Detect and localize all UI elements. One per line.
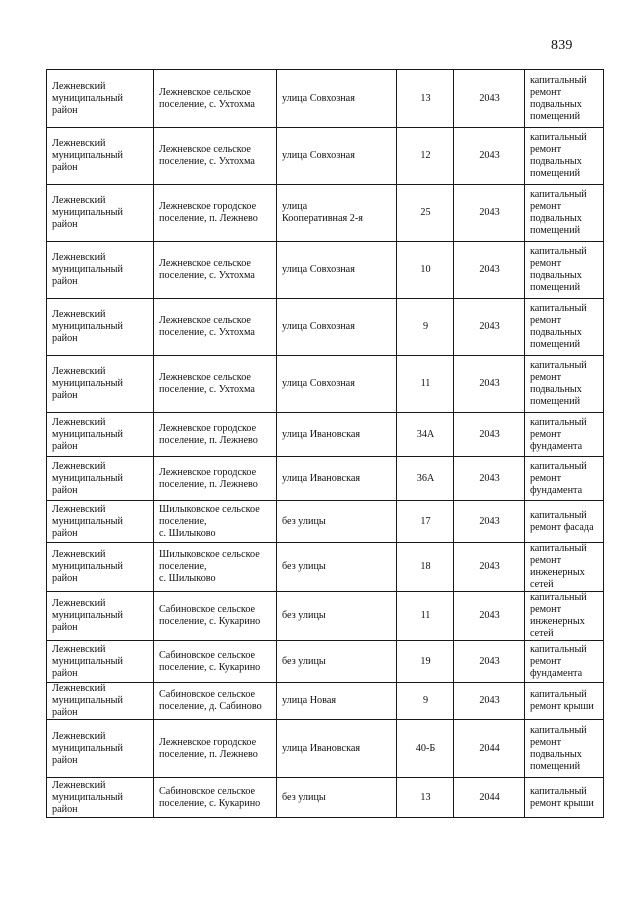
settlement-cell <box>154 501 277 543</box>
street-cell-line: улица Ивановская <box>282 428 361 440</box>
work-type-cell-line: помещений <box>530 225 581 236</box>
district-cell-line: район <box>52 276 78 287</box>
year-cell: 2043 <box>454 683 525 720</box>
table-row <box>47 501 604 543</box>
district-cell-line: район <box>52 219 78 230</box>
district-cell <box>47 592 154 641</box>
table-row <box>47 128 604 185</box>
district-cell-line: муниципальный <box>52 515 123 527</box>
district-cell <box>47 778 154 818</box>
settlement-cell-line: поселение, п. Лежнево <box>159 478 258 490</box>
settlement-cell-line: Шилыковское сельское <box>159 503 260 515</box>
district-cell-line: Лежневский <box>52 416 106 428</box>
house-number-cell: 9 <box>397 299 454 356</box>
table-row <box>47 778 604 818</box>
district-cell-line: муниципальный <box>52 378 123 389</box>
work-type-cell-line: ремонт <box>530 201 562 212</box>
district-cell-line: район <box>52 803 78 815</box>
work-type-cell-line: ремонт фасада <box>530 521 594 533</box>
house-number-cell: 13 <box>397 70 454 128</box>
table-row <box>47 356 604 413</box>
district-cell-line: Лежневский <box>52 549 106 560</box>
settlement-cell <box>154 457 277 501</box>
street-cell-line: без улицы <box>282 561 326 572</box>
work-type-cell <box>525 356 604 413</box>
street-cell <box>277 457 397 501</box>
work-type-cell-line: помещений <box>530 760 581 772</box>
street-cell <box>277 592 397 641</box>
house-number-cell: 19 <box>397 641 454 683</box>
settlement-cell-line: поселение, с. Ухтохма <box>159 156 255 167</box>
district-cell-line: Лежневский <box>52 779 106 791</box>
work-type-cell-line: капитальный <box>530 785 587 797</box>
district-cell <box>47 720 154 778</box>
district-cell-line: Лежневский <box>52 252 106 263</box>
district-cell <box>47 356 154 413</box>
year-cell: 2043 <box>454 70 525 128</box>
district-cell-line: Лежневский <box>52 80 106 92</box>
settlement-cell-line: поселение, с. Ухтохма <box>159 327 255 338</box>
work-type-cell-line: помещений <box>530 396 581 407</box>
district-cell-line: район <box>52 104 78 116</box>
work-type-cell-line: капитальный <box>530 189 587 200</box>
district-cell-line: муниципальный <box>52 610 123 621</box>
year-cell: 2043 <box>454 299 525 356</box>
street-cell <box>277 185 397 242</box>
settlement-cell <box>154 778 277 818</box>
work-type-cell-line: подвальных <box>530 748 582 760</box>
district-cell-line: район <box>52 754 78 766</box>
settlement-cell <box>154 299 277 356</box>
settlement-cell-line: Лежневское городское <box>159 201 257 212</box>
settlement-cell-line: Шилыковское сельское <box>159 549 260 560</box>
settlement-cell <box>154 185 277 242</box>
settlement-cell-line: Лежневское сельское <box>159 372 251 383</box>
work-type-cell <box>525 457 604 501</box>
work-type-cell <box>525 543 604 592</box>
settlement-cell-line: Лежневское городское <box>159 736 257 748</box>
district-cell-line: муниципальный <box>52 472 123 484</box>
settlement-cell <box>154 543 277 592</box>
house-number-cell: 10 <box>397 242 454 299</box>
table-row <box>47 299 604 356</box>
district-cell-line: Лежневский <box>52 730 106 742</box>
district-cell-line: муниципальный <box>52 264 123 275</box>
settlement-cell-line: поселение, с. Кукарино <box>159 616 261 627</box>
district-cell-line: район <box>52 573 78 584</box>
year-cell: 2043 <box>454 242 525 299</box>
district-cell-line: Лежневский <box>52 309 106 320</box>
work-type-cell <box>525 641 604 683</box>
year-cell: 2043 <box>454 413 525 457</box>
work-type-cell-line: капитальный <box>530 724 587 736</box>
table-row <box>47 70 604 128</box>
repair-schedule-table <box>46 69 604 818</box>
district-cell-line: Лежневский <box>52 598 106 609</box>
district-cell-line: Лежневский <box>52 460 106 472</box>
settlement-cell <box>154 683 277 720</box>
table-row <box>47 592 604 641</box>
house-number-cell: 18 <box>397 543 454 592</box>
work-type-cell-line: фундамента <box>530 484 583 496</box>
work-type-cell-line: помещений <box>530 168 581 179</box>
work-type-cell-line: ремонт <box>530 372 562 383</box>
settlement-cell-line: Лежневское городское <box>159 422 257 434</box>
district-cell-line: муниципальный <box>52 561 123 572</box>
settlement-cell-line: поселение, с. Ухтохма <box>159 270 255 281</box>
settlement-cell <box>154 356 277 413</box>
street-cell-line: улица Совхозная <box>282 321 355 332</box>
work-type-cell <box>525 683 604 720</box>
settlement-cell-line: Сабиновское сельское <box>159 689 256 700</box>
table-row <box>47 242 604 299</box>
work-type-cell-line: фундамента <box>530 440 583 452</box>
table-row <box>47 543 604 592</box>
settlement-cell <box>154 70 277 128</box>
settlement-cell-line: поселение, п. Лежнево <box>159 213 258 224</box>
work-type-cell-line: капитальный <box>530 460 587 472</box>
work-type-cell-line: помещений <box>530 282 581 293</box>
table-row <box>47 457 604 501</box>
work-type-cell-line: фундамента <box>530 667 583 679</box>
district-cell-line: район <box>52 390 78 401</box>
settlement-cell-line: поселение, с. Ухтохма <box>159 98 255 110</box>
work-type-cell-line: ремонт <box>530 428 562 440</box>
work-type-cell <box>525 128 604 185</box>
work-type-cell-line: подвальных <box>530 384 582 395</box>
year-cell: 2043 <box>454 641 525 683</box>
work-type-cell-line: капитальный <box>530 74 587 86</box>
house-number-cell: 34А <box>397 413 454 457</box>
street-cell-line: улица Новая <box>282 695 337 706</box>
table-row <box>47 185 604 242</box>
district-cell-line: муниципальный <box>52 695 123 706</box>
house-number-cell: 9 <box>397 683 454 720</box>
work-type-cell-line: подвальных <box>530 270 582 281</box>
district-cell-line: муниципальный <box>52 207 123 218</box>
work-type-cell-line: инженерных <box>530 567 585 578</box>
district-cell-line: муниципальный <box>52 742 123 754</box>
street-cell-line: улица Совхозная <box>282 378 355 389</box>
district-cell <box>47 413 154 457</box>
work-type-cell <box>525 185 604 242</box>
settlement-cell-line: Лежневское сельское <box>159 315 251 326</box>
work-type-cell-line: ремонт <box>530 144 562 155</box>
work-type-cell <box>525 70 604 128</box>
work-type-cell <box>525 501 604 543</box>
street-cell-line: улица Совхозная <box>282 264 355 275</box>
settlement-cell-line: поселение, с. Кукарино <box>159 661 261 673</box>
work-type-cell-line: капитальный <box>530 416 587 428</box>
settlement-cell <box>154 720 277 778</box>
work-type-cell-line: капитальный <box>530 132 587 143</box>
table-row <box>47 641 604 683</box>
house-number-cell: 36А <box>397 457 454 501</box>
settlement-cell-line: поселение, д. Сабиново <box>159 701 262 712</box>
settlement-cell <box>154 413 277 457</box>
street-cell-line: улица Ивановская <box>282 742 361 754</box>
settlement-cell-line: поселение, <box>159 561 207 572</box>
district-cell-line: район <box>52 333 78 344</box>
work-type-cell <box>525 778 604 818</box>
work-type-cell-line: капитальный <box>530 246 587 257</box>
settlement-cell <box>154 641 277 683</box>
settlement-cell <box>154 128 277 185</box>
district-cell-line: Лежневский <box>52 643 106 655</box>
street-cell-line: улица Ивановская <box>282 472 361 484</box>
district-cell <box>47 501 154 543</box>
settlement-cell-line: с. Шилыково <box>159 527 216 539</box>
work-type-cell-line: капитальный <box>530 509 587 521</box>
street-cell-line: Кооперативная 2-я <box>282 213 363 224</box>
house-number-cell: 11 <box>397 356 454 413</box>
year-cell: 2043 <box>454 185 525 242</box>
settlement-cell-line: Сабиновское сельское <box>159 604 256 615</box>
work-type-cell-line: ремонт <box>530 736 562 748</box>
work-type-cell-line: инженерных <box>530 616 585 627</box>
work-type-cell-line: сетей <box>530 628 554 639</box>
street-cell <box>277 683 397 720</box>
street-cell <box>277 501 397 543</box>
settlement-cell-line: с. Шилыково <box>159 573 216 584</box>
table-row <box>47 683 604 720</box>
district-cell-line: район <box>52 440 78 452</box>
settlement-cell <box>154 242 277 299</box>
house-number-cell: 17 <box>397 501 454 543</box>
work-type-cell <box>525 242 604 299</box>
district-cell-line: район <box>52 527 78 539</box>
district-cell-line: Лежневский <box>52 683 106 694</box>
work-type-cell-line: подвальных <box>530 213 582 224</box>
street-cell <box>277 778 397 818</box>
street-cell <box>277 543 397 592</box>
settlement-cell-line: поселение, с. Ухтохма <box>159 384 255 395</box>
work-type-cell-line: капитальный <box>530 303 587 314</box>
house-number-cell: 11 <box>397 592 454 641</box>
work-type-cell-line: подвальных <box>530 98 582 110</box>
street-cell <box>277 413 397 457</box>
work-type-cell-line: капитальный <box>530 360 587 371</box>
house-number-cell: 13 <box>397 778 454 818</box>
year-cell: 2043 <box>454 457 525 501</box>
settlement-cell <box>154 592 277 641</box>
work-type-cell-line: ремонт <box>530 258 562 269</box>
street-cell-line: без улицы <box>282 791 326 803</box>
table-body <box>47 70 604 818</box>
table-row <box>47 720 604 778</box>
work-type-cell-line: капитальный <box>530 643 587 655</box>
year-cell: 2043 <box>454 592 525 641</box>
district-cell-line: район <box>52 622 78 633</box>
year-cell: 2044 <box>454 720 525 778</box>
district-cell <box>47 457 154 501</box>
year-cell: 2043 <box>454 356 525 413</box>
work-type-cell-line: ремонт <box>530 555 562 566</box>
work-type-cell-line: ремонт <box>530 315 562 326</box>
work-type-cell <box>525 720 604 778</box>
district-cell-line: Лежневский <box>52 503 106 515</box>
work-type-cell-line: ремонт крыши <box>530 797 594 809</box>
house-number-cell: 40-Б <box>397 720 454 778</box>
work-type-cell-line: ремонт <box>530 86 562 98</box>
settlement-cell-line: Лежневское сельское <box>159 258 251 269</box>
work-type-cell <box>525 592 604 641</box>
district-cell <box>47 242 154 299</box>
settlement-cell-line: Сабиновское сельское <box>159 649 256 661</box>
street-cell <box>277 70 397 128</box>
year-cell: 2043 <box>454 543 525 592</box>
district-cell-line: район <box>52 707 78 718</box>
house-number-cell: 12 <box>397 128 454 185</box>
street-cell <box>277 356 397 413</box>
work-type-cell-line: ремонт <box>530 655 562 667</box>
street-cell-line: улица Совхозная <box>282 150 355 161</box>
work-type-cell <box>525 413 604 457</box>
street-cell-line: улица Совхозная <box>282 92 355 104</box>
district-cell <box>47 641 154 683</box>
district-cell-line: муниципальный <box>52 791 123 803</box>
work-type-cell-line: ремонт крыши <box>530 701 594 712</box>
street-cell <box>277 299 397 356</box>
street-cell-line: без улицы <box>282 610 326 621</box>
street-cell-line: улица <box>282 201 308 212</box>
table-row <box>47 413 604 457</box>
district-cell-line: муниципальный <box>52 150 123 161</box>
district-cell-line: район <box>52 162 78 173</box>
district-cell-line: район <box>52 484 78 496</box>
settlement-cell-line: поселение, <box>159 515 207 527</box>
district-cell-line: район <box>52 667 78 679</box>
district-cell <box>47 543 154 592</box>
work-type-cell-line: капитальный <box>530 592 587 603</box>
work-type-cell-line: помещений <box>530 110 581 122</box>
page-number: 839 <box>551 38 573 53</box>
work-type-cell-line: подвальных <box>530 156 582 167</box>
work-type-cell-line: подвальных <box>530 327 582 338</box>
settlement-cell-line: Лежневское сельское <box>159 86 251 98</box>
work-type-cell-line: ремонт <box>530 472 562 484</box>
work-type-cell-line: помещений <box>530 339 581 350</box>
work-type-cell-line: сетей <box>530 579 554 590</box>
settlement-cell-line: поселение, п. Лежнево <box>159 434 258 446</box>
district-cell <box>47 299 154 356</box>
settlement-cell-line: поселение, с. Кукарино <box>159 797 261 809</box>
settlement-cell-line: Лежневское городское <box>159 466 257 478</box>
house-number-cell: 25 <box>397 185 454 242</box>
district-cell-line: муниципальный <box>52 655 123 667</box>
district-cell-line: муниципальный <box>52 92 123 104</box>
street-cell <box>277 242 397 299</box>
district-cell <box>47 70 154 128</box>
street-cell <box>277 641 397 683</box>
settlement-cell-line: Лежневское сельское <box>159 144 251 155</box>
work-type-cell-line: ремонт <box>530 604 562 615</box>
year-cell: 2043 <box>454 501 525 543</box>
district-cell-line: муниципальный <box>52 321 123 332</box>
work-type-cell <box>525 299 604 356</box>
street-cell-line: без улицы <box>282 655 326 667</box>
year-cell: 2044 <box>454 778 525 818</box>
district-cell-line: Лежневский <box>52 195 106 206</box>
street-cell-line: без улицы <box>282 515 326 527</box>
year-cell: 2043 <box>454 128 525 185</box>
work-type-cell-line: капитальный <box>530 543 587 554</box>
district-cell <box>47 128 154 185</box>
settlement-cell-line: Сабиновское сельское <box>159 785 256 797</box>
district-cell <box>47 185 154 242</box>
district-cell-line: Лежневский <box>52 366 106 377</box>
street-cell <box>277 720 397 778</box>
street-cell <box>277 128 397 185</box>
district-cell-line: муниципальный <box>52 428 123 440</box>
district-cell-line: Лежневский <box>52 138 106 149</box>
work-type-cell-line: капитальный <box>530 689 587 700</box>
settlement-cell-line: поселение, п. Лежнево <box>159 748 258 760</box>
district-cell <box>47 683 154 720</box>
